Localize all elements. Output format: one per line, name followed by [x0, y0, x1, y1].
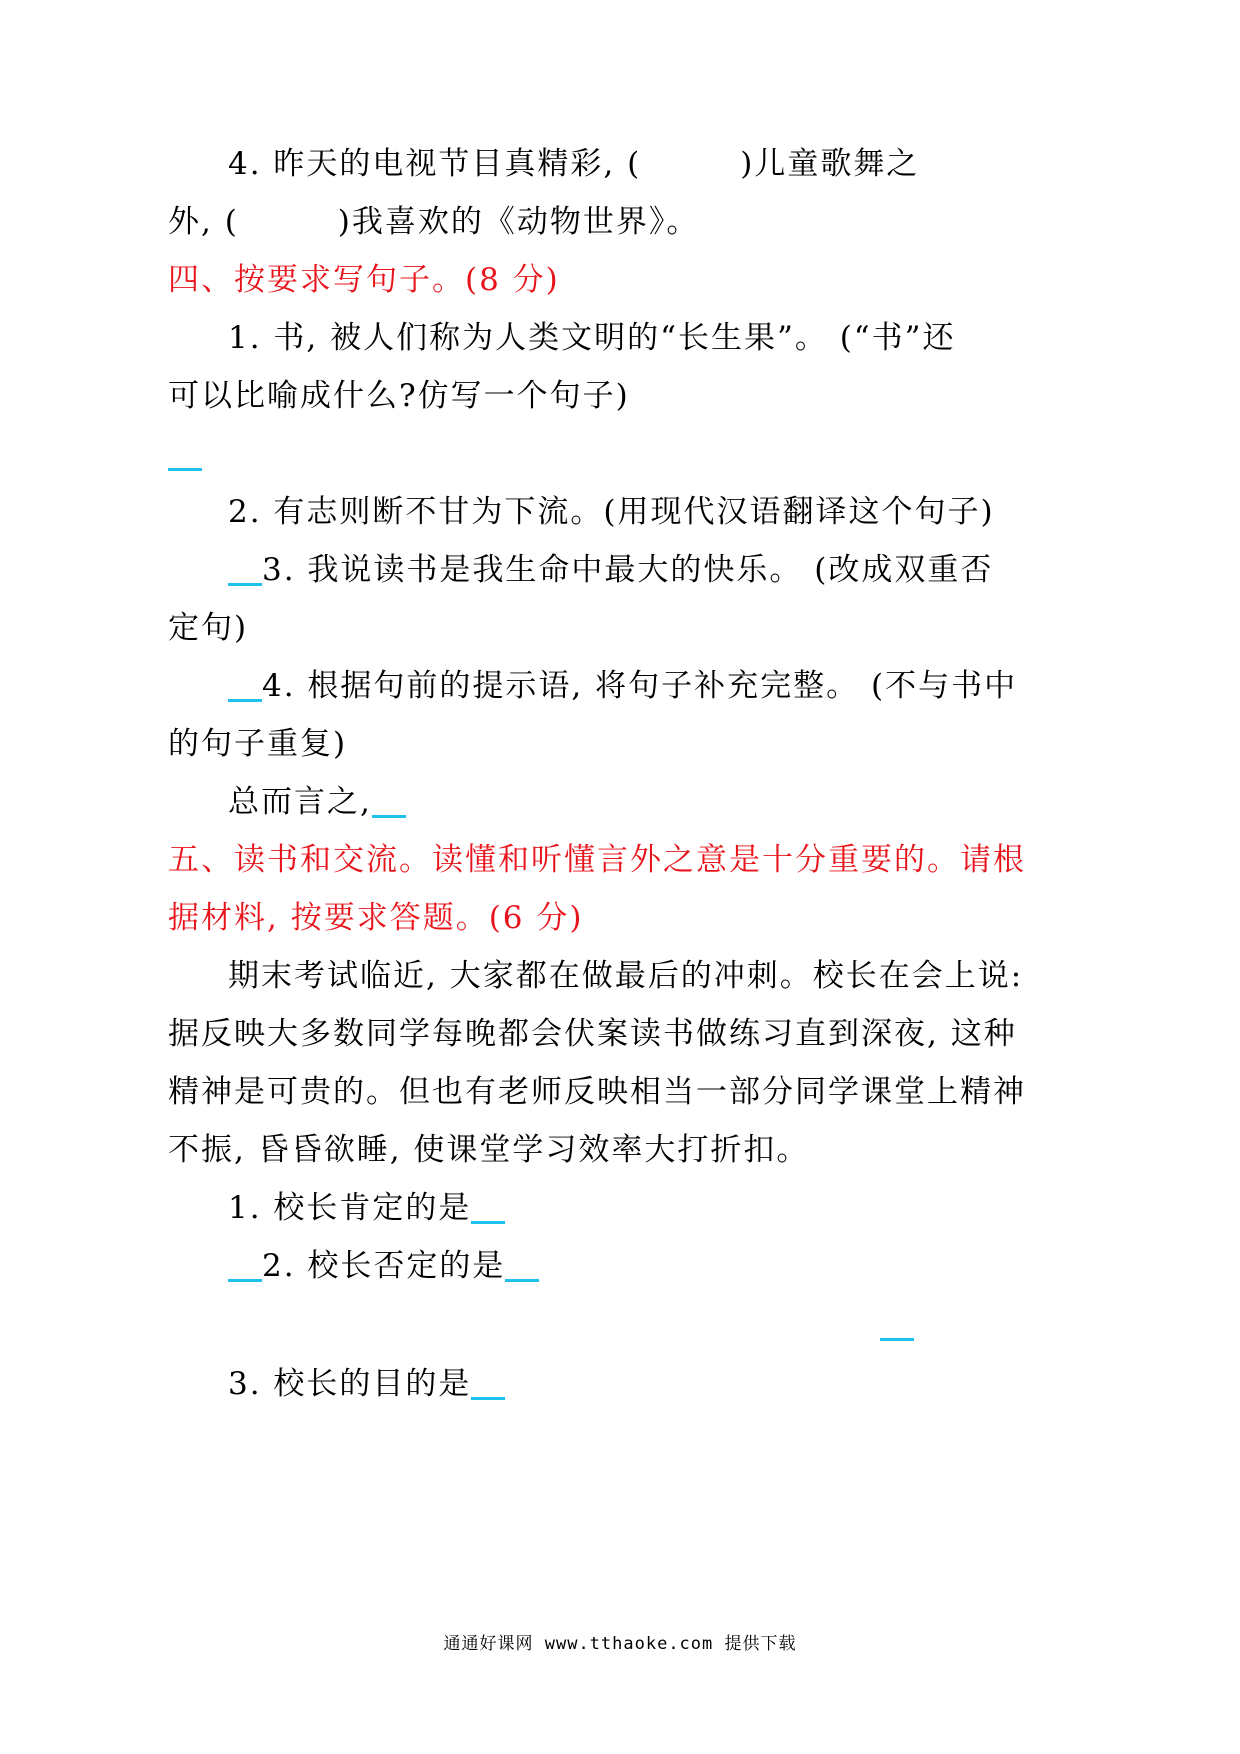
- section5-heading-line2: 据材料, 按要求答题。(6 分): [168, 900, 584, 936]
- section5-passage-line2: 据反映大多数同学每晚都会伏案读书做练习直到深夜, 这种: [168, 1016, 1017, 1052]
- section5-passage-line1: 期末考试临近, 大家都在做最后的冲刺。校长在会上说:: [228, 958, 1024, 994]
- answer-blank-s5-q2[interactable]: [505, 1279, 539, 1282]
- answer-blank-s5-q2b[interactable]: [880, 1338, 914, 1341]
- section5-q3: 3. 校长的目的是: [228, 1366, 472, 1402]
- section4-q3-text: 3. 我说读书是我生命中最大的快乐。 (改成双重否: [262, 552, 994, 588]
- section4-q2: 2. 有志则断不甘为下流。(用现代汉语翻译这个句子): [228, 494, 995, 530]
- section5-passage-line4: 不振, 昏昏欲睡, 使课堂学习效率大打折扣。: [168, 1132, 810, 1168]
- section3-q4-line2: 外, ( )我喜欢的《动物世界》。: [168, 204, 700, 240]
- section4-heading: 四、按要求写句子。(8 分): [168, 262, 560, 298]
- section4-q4-prompt: 总而言之,: [228, 784, 372, 820]
- section4-q3-line2: 定句): [168, 610, 249, 646]
- answer-blank-s4-q3[interactable]: [228, 699, 262, 702]
- answer-blank-s5-q1[interactable]: [471, 1221, 505, 1224]
- section4-q4-text: 4. 根据句前的提示语, 将句子补充完整。 (不与书中: [262, 668, 1018, 704]
- answer-blank-s4-q1[interactable]: [168, 468, 202, 471]
- section5-heading-line1: 五、读书和交流。读懂和听懂言外之意是十分重要的。请根: [168, 842, 1026, 878]
- page-footer: 通通好课网 www.tthaoke.com 提供下载: [443, 1634, 797, 1654]
- section3-q4-line1: 4. 昨天的电视节目真精彩, ( )儿童歌舞之: [228, 146, 920, 182]
- section5-q1: 1. 校长肯定的是: [228, 1190, 472, 1226]
- answer-blank-s5-q1b[interactable]: [228, 1279, 262, 1282]
- section5-q2-line: [228, 1246, 539, 1286]
- section5-q3-line: [228, 1364, 505, 1404]
- section4-q4-prompt-line: [228, 782, 406, 822]
- section5-passage-line3: 精神是可贵的。但也有老师反映相当一部分同学课堂上精神: [168, 1074, 1026, 1110]
- answer-blank-s5-q3[interactable]: [471, 1397, 505, 1400]
- section4-q4-line1: [228, 666, 1017, 706]
- answer-blank-s4-q2[interactable]: [228, 583, 262, 586]
- section4-q3-line1: [228, 550, 993, 590]
- section5-q2: 2. 校长否定的是: [262, 1248, 506, 1284]
- answer-blank-s4-q4[interactable]: [372, 815, 406, 818]
- section4-q4-line2: 的句子重复): [168, 726, 348, 762]
- section5-q1-line: [228, 1188, 505, 1228]
- section4-q1-line2: 可以比喻成什么?仿写一个句子): [168, 378, 630, 414]
- section4-q1-line1: 1. 书, 被人们称为人类文明的“长生果”。 (“书”还: [228, 320, 956, 356]
